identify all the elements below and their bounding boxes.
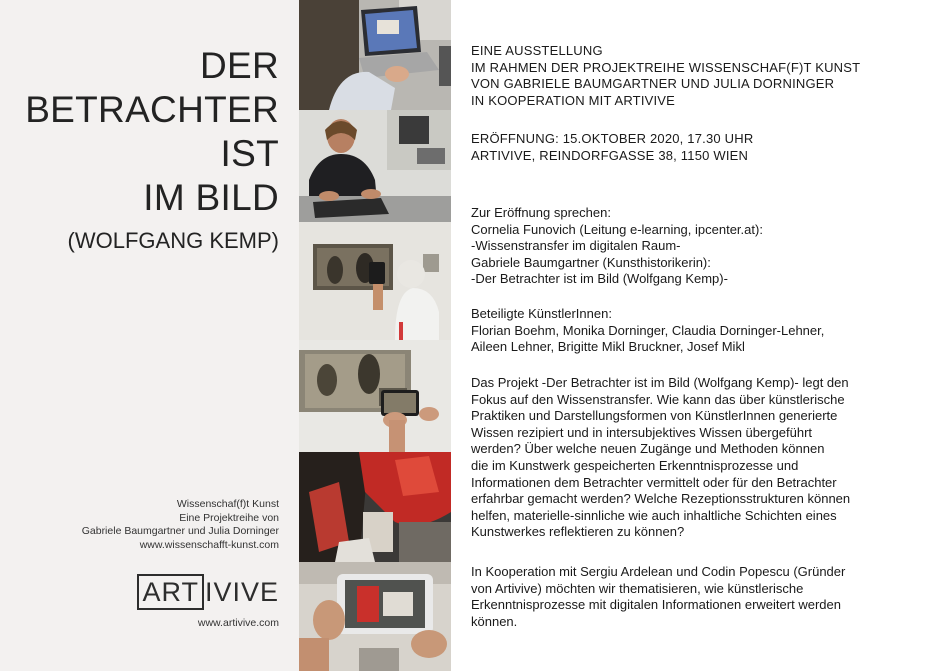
project-description	[471, 375, 926, 541]
page-title	[25, 44, 279, 256]
photo-woman-at-laptop	[299, 110, 451, 222]
opening-line-1: ERÖFFNUNG: 15.OKTOBER 2020, 17.30 UHR	[471, 131, 754, 146]
header-line-2: IM RAHMEN DER PROJEKTREIHE WISSENSCHAF(F)T KUNST	[471, 59, 861, 75]
photo-painting-smartphone	[299, 222, 451, 340]
speakers-line-1: Zur Eröffnung sprechen:	[471, 205, 611, 220]
project-credits	[82, 498, 279, 552]
header-line-1: EINE AUSSTELLUNG	[471, 43, 603, 58]
photo-phone-ar-closeup	[299, 562, 451, 671]
header-line-4: IN KOOPERATION MIT ARTIVIVE	[471, 92, 676, 108]
title-line-1: DER	[199, 45, 279, 86]
project-line-7: Informationen dem Betrachter vermittelt oder für den Betrachter	[471, 474, 837, 490]
speakers-section	[471, 205, 926, 288]
artivive-logo	[137, 573, 279, 611]
project-line-1: Das Projekt -Der Betrachter ist im Bild (Wolfgang Kemp)- legt den	[471, 375, 849, 390]
project-line-3: Praktiken und Darstellungsformen von KünstlerInnen generierte	[471, 408, 838, 424]
speakers-line-3: -Wissenstransfer im digitalen Raum-	[471, 238, 681, 254]
title-line-2: BETRACHTER	[25, 89, 279, 130]
photo-laptop-use	[299, 0, 451, 110]
title-line-3: IST	[220, 133, 279, 174]
speakers-line-2: Cornelia Funovich (Leitung e-learning, ipcenter.at):	[471, 221, 763, 237]
exhibition-header	[471, 43, 926, 109]
artists-section	[471, 306, 926, 356]
photo-painting-on-phone	[299, 340, 451, 452]
photo-red-abstract-painting	[299, 452, 451, 562]
opening-info	[471, 131, 926, 164]
photo-strip	[299, 0, 451, 671]
credits-line-1: Wissenschaf(f)t Kunst	[176, 498, 279, 510]
cooperation-section	[471, 564, 926, 630]
project-line-9: helfen, materielle-sinnliche wie auch inhaltliche Schichten eines	[471, 507, 837, 523]
credits-website-link[interactable]: www.wissenschafft-kunst.com	[139, 538, 279, 551]
left-panel	[0, 0, 299, 671]
cooperation-line-3: Erkenntnisprozesse mit digitalen Informationen erweitert werden	[471, 597, 841, 613]
artists-line-1: Beteiligte KünstlerInnen:	[471, 306, 612, 321]
project-line-4: Wissen rezipiert und in intersubjektives Wissen übergeführt	[471, 424, 813, 440]
artivive-website-link[interactable]: www.artivive.com	[197, 617, 279, 629]
logo-boxed-part: ART	[137, 574, 204, 610]
project-line-8: erfahrbar gemacht werden? Welche Rezeptionsstrukturen können	[471, 491, 851, 507]
cooperation-line-4: können.	[471, 613, 518, 629]
credits-line-3: Gabriele Baumgartner und Julia Dorninger	[81, 525, 279, 537]
logo-rest-part: IVIVE	[204, 577, 279, 607]
speakers-line-5: -Der Betrachter ist im Bild (Wolfgang Kemp)-	[471, 271, 728, 287]
project-line-5: werden? Über welche neuen Zugänge und Methoden können	[471, 441, 825, 457]
header-line-3: VON GABRIELE BAUMGARTNER UND JULIA DORNINGER	[471, 76, 835, 92]
opening-line-2: ARTIVIVE, REINDORFGASSE 38, 1150 WIEN	[471, 147, 749, 163]
cooperation-line-2: von Artivive) möchten wir thematisieren, wie künstlerische	[471, 580, 804, 596]
cooperation-line-1: In Kooperation mit Sergiu Ardelean und Codin Popescu (Gründer	[471, 564, 846, 579]
project-line-2: Fokus auf den Wissenstransfer. Wie kann das über künstlerische	[471, 391, 845, 407]
artists-line-2: Florian Boehm, Monika Dorninger, Claudia Dorninger-Lehner,	[471, 322, 825, 338]
artists-line-3: Aileen Lehner, Brigitte Mikl Bruckner, Josef Mikl	[471, 339, 745, 355]
title-line-4: IM BILD	[143, 177, 279, 218]
title-subtitle: (WOLFGANG KEMP)	[67, 228, 279, 253]
project-line-10: Kunstwerkes reflektieren zu können?	[471, 524, 685, 540]
speakers-line-4: Gabriele Baumgartner (Kunsthistorikerin):	[471, 254, 711, 270]
project-line-6: die im Kunstwerk gespeicherten Erkenntnisprozesse und	[471, 457, 799, 473]
credits-line-2: Eine Projektreihe von	[179, 511, 279, 524]
right-text-panel	[471, 0, 926, 671]
